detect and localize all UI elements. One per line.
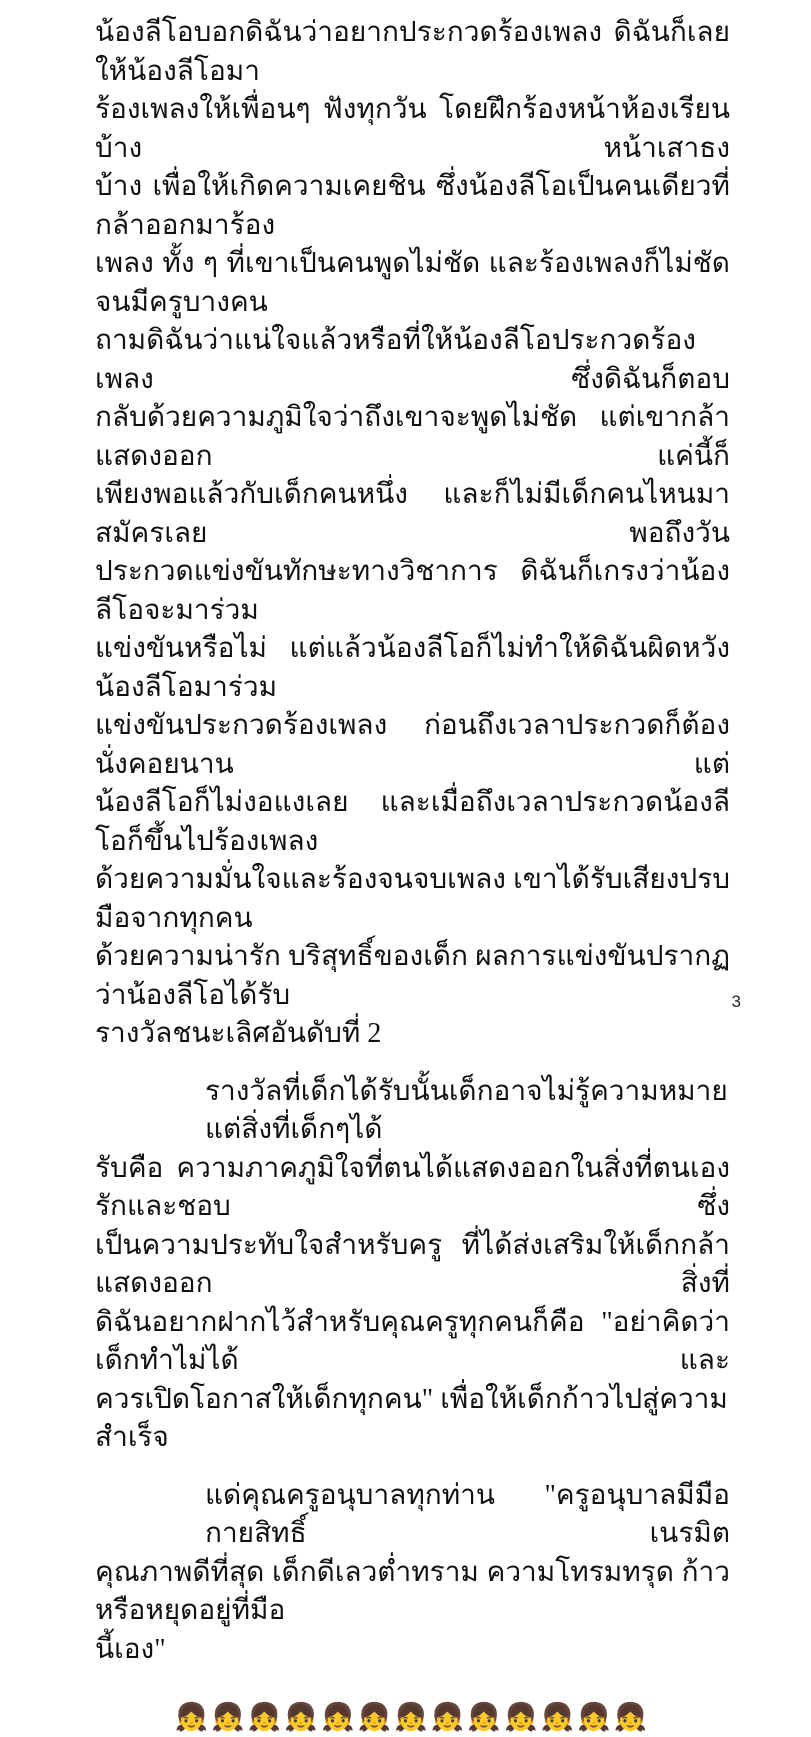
text-line: น้องลีโอก็ไม่งอแงเลย และเมื่อถึงเวลาประกวดน้องลีโอก็ขึ้นไปร้องเพลง <box>95 787 730 857</box>
text-line: ร้องเพลงให้เพื่อนๆ ฟังทุกวัน โดยฝึกร้องหน้าห้องเรียนบ้าง หน้าเสาธง <box>95 94 730 164</box>
text-line: คุณภาพดีที่สุด เด็กดีเลวต่ำทราม ความโทรมทรุด ก้าวหรือหยุดอยู่ที่มือ <box>95 1556 730 1626</box>
text-line: รางวัลชนะเลิศอันดับที่ 2 <box>95 1018 382 1049</box>
paragraph <box>95 1073 730 1458</box>
text-line: บ้าง เพื่อให้เกิดความเคยชิน ซึ่งน้องลีโอเป็นคนเดียวที่กล้าออกมาร้อง <box>95 171 730 241</box>
text-line: ควรเปิดโอกาสให้เด็กทุกคน" เพื่อให้เด็กก้าวไปสู่ความสำเร็จ <box>95 1383 728 1453</box>
text-line: ด้วยความน่ารัก บริสุทธิ์ของเด็ก ผลการแข่งขันปรากฏว่าน้องลีโอได้รับ <box>95 941 730 1011</box>
text-line: น้องลีโอบอกดิฉันว่าอยากประกวดร้องเพลง ดิฉันก็เลยให้น้องลีโอมา <box>95 17 730 87</box>
text-line: แข่งขันหรือไม่ แต่แล้วน้องลีโอก็ไม่ทำให้ดิฉันผิดหวัง น้องลีโอมาร่วม <box>95 633 730 703</box>
text-line: เป็นความประทับใจสำหรับครู ที่ได้ส่งเสริมให้เด็กกล้าแสดงออก สิ่งที่ <box>95 1229 730 1299</box>
text-line: ถามดิฉันว่าแน่ใจแล้วหรือที่ให้น้องลีโอประกวดร้องเพลง ซึ่งดิฉันก็ตอบ <box>95 325 730 395</box>
paragraph <box>95 14 730 1054</box>
text-line: แด่คุณครูอนุบาลทุกท่าน "ครูอนุบาลมีมือกายสิทธิ์ เนรมิต <box>205 1479 730 1549</box>
text-line: ด้วยความมั่นใจและร้องจนจบเพลง เขาได้รับเสียงปรบมือจากทุกคน <box>95 864 730 934</box>
text-line: ประกวดแข่งขันทักษะทางวิชาการ ดิฉันก็เกรงว่าน้องลีโอจะมาร่วม <box>95 556 730 626</box>
text-line: รางวัลที่เด็กได้รับนั้นเด็กอาจไม่รู้ความหมาย แต่สิ่งที่เด็กๆได้ <box>205 1075 728 1145</box>
text-line: กลับด้วยความภูมิใจว่าถึงเขาจะพูดไม่ชัด แต่เขากล้าแสดงออก แค่นี้ก็ <box>95 402 730 472</box>
text-line: เพลง ทั้ง ๆ ที่เขาเป็นคนพูดไม่ชัด และร้องเพลงก็ไม่ชัด จนมีครูบางคน <box>95 248 730 318</box>
text-block <box>95 14 730 1737</box>
page-number: 3 <box>731 992 741 1011</box>
paragraph <box>95 1477 730 1670</box>
girl-emoji-row: 👧👧👧👧👧👧👧👧👧👧👧👧👧 <box>174 1702 651 1732</box>
text-line: แข่งขันประกวดร้องเพลง ก่อนถึงเวลาประกวดก็ต้องนั่งคอยนาน แต่ <box>95 710 730 780</box>
text-line: นี้เอง" <box>95 1633 166 1665</box>
text-line: ดิฉันอยากฝากไว้สำหรับคุณครูทุกคนก็คือ "อย่าคิดว่าเด็กทำไม่ได้ และ <box>95 1306 730 1376</box>
text-line: รับคือ ความภาคภูมิใจที่ตนได้แสดงออกในสิ่งที่ตนเองรักและชอบ ซึ่ง <box>95 1152 730 1222</box>
text-line: เพียงพอแล้วกับเด็กคนหนึ่ง และก็ไม่มีเด็กคนไหนมาสมัครเลย พอถึงวัน <box>95 479 730 549</box>
